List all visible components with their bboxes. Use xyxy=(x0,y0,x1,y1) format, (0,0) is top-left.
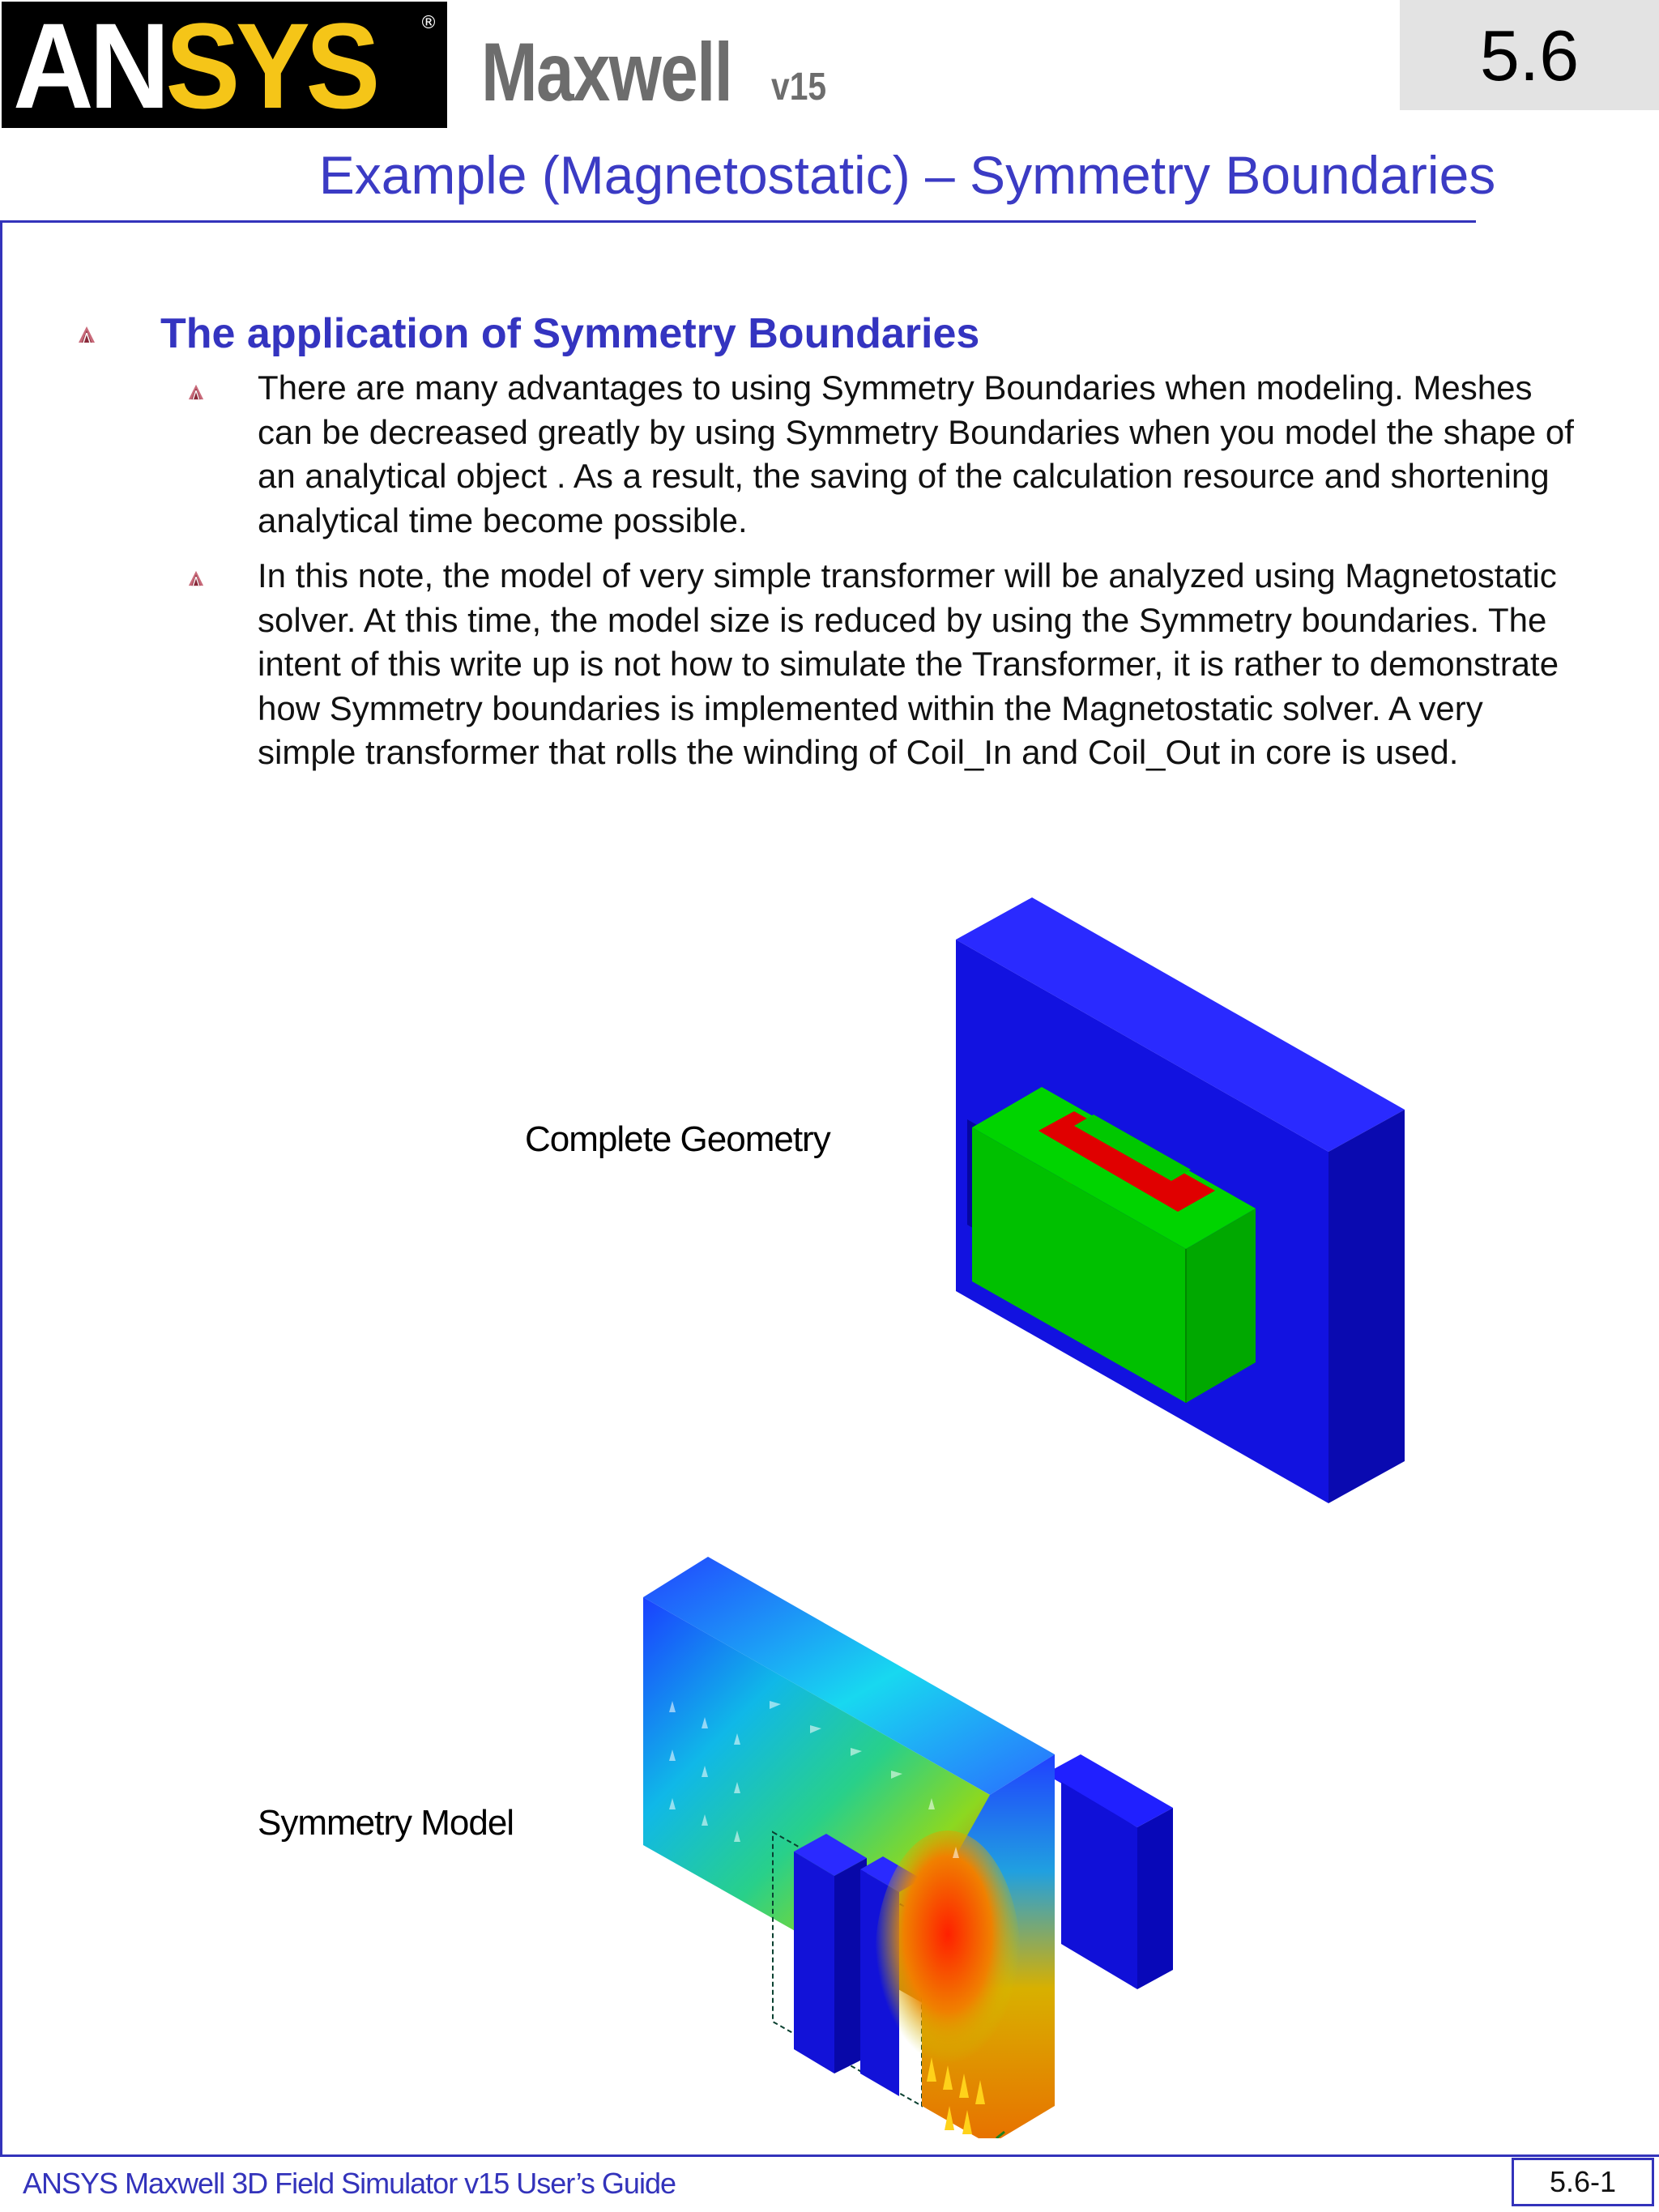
footer-divider xyxy=(0,2154,1659,2157)
paragraph-transformer-note: In this note, the model of very simple transformer will be analyzed using Magnetostatic solver. At this time, the model size is reduced by using the Symmetry boundaries. The intent of this write up is not how to simulate the Transformer, it is rather to demonstrate how Symmetry boundaries is implemented within the Magnetostatic solver. A very simple transformer that rolls the winding of Coil_In and Coil_Out in core is used. xyxy=(258,556,1559,771)
core-side-face xyxy=(1328,1110,1405,1503)
paragraph-advantages: There are many advantages to using Symmetry Boundaries when modeling. Meshes can be decreased greatly by using Symmetry Boundaries when you model the shape of an analytical object . As a result, the saving of the calculation resource and shortening analytical time become possible. xyxy=(258,369,1574,539)
page-number: 5.6-1 xyxy=(1549,2165,1617,2198)
sub-bullet-icon xyxy=(188,384,204,400)
symmetry-model-figure xyxy=(624,1539,1191,2138)
coil-in-block-a xyxy=(794,1852,834,2073)
ansys-logo: ANSYS ® xyxy=(2,2,447,128)
complete-geometry-figure xyxy=(932,891,1418,1515)
page-title: Example (Magnetostatic) – Symmetry Boundaries xyxy=(318,145,1496,205)
complete-geometry-label: Complete Geometry xyxy=(525,1119,830,1159)
left-margin-rule xyxy=(0,220,2,2154)
section-heading: The application of Symmetry Boundaries xyxy=(160,310,980,357)
product-name: Maxwell xyxy=(481,26,732,118)
sub-bullet-icon xyxy=(188,570,204,586)
symmetry-model-label: Symmetry Model xyxy=(258,1803,514,1843)
section-number: 5.6 xyxy=(1479,15,1580,96)
bullet-icon xyxy=(78,326,96,343)
footer-guide-title: ANSYS Maxwell 3D Field Simulator v15 User’s Guide xyxy=(23,2167,676,2200)
title-divider xyxy=(0,220,1476,223)
product-version: v15 xyxy=(771,66,827,109)
